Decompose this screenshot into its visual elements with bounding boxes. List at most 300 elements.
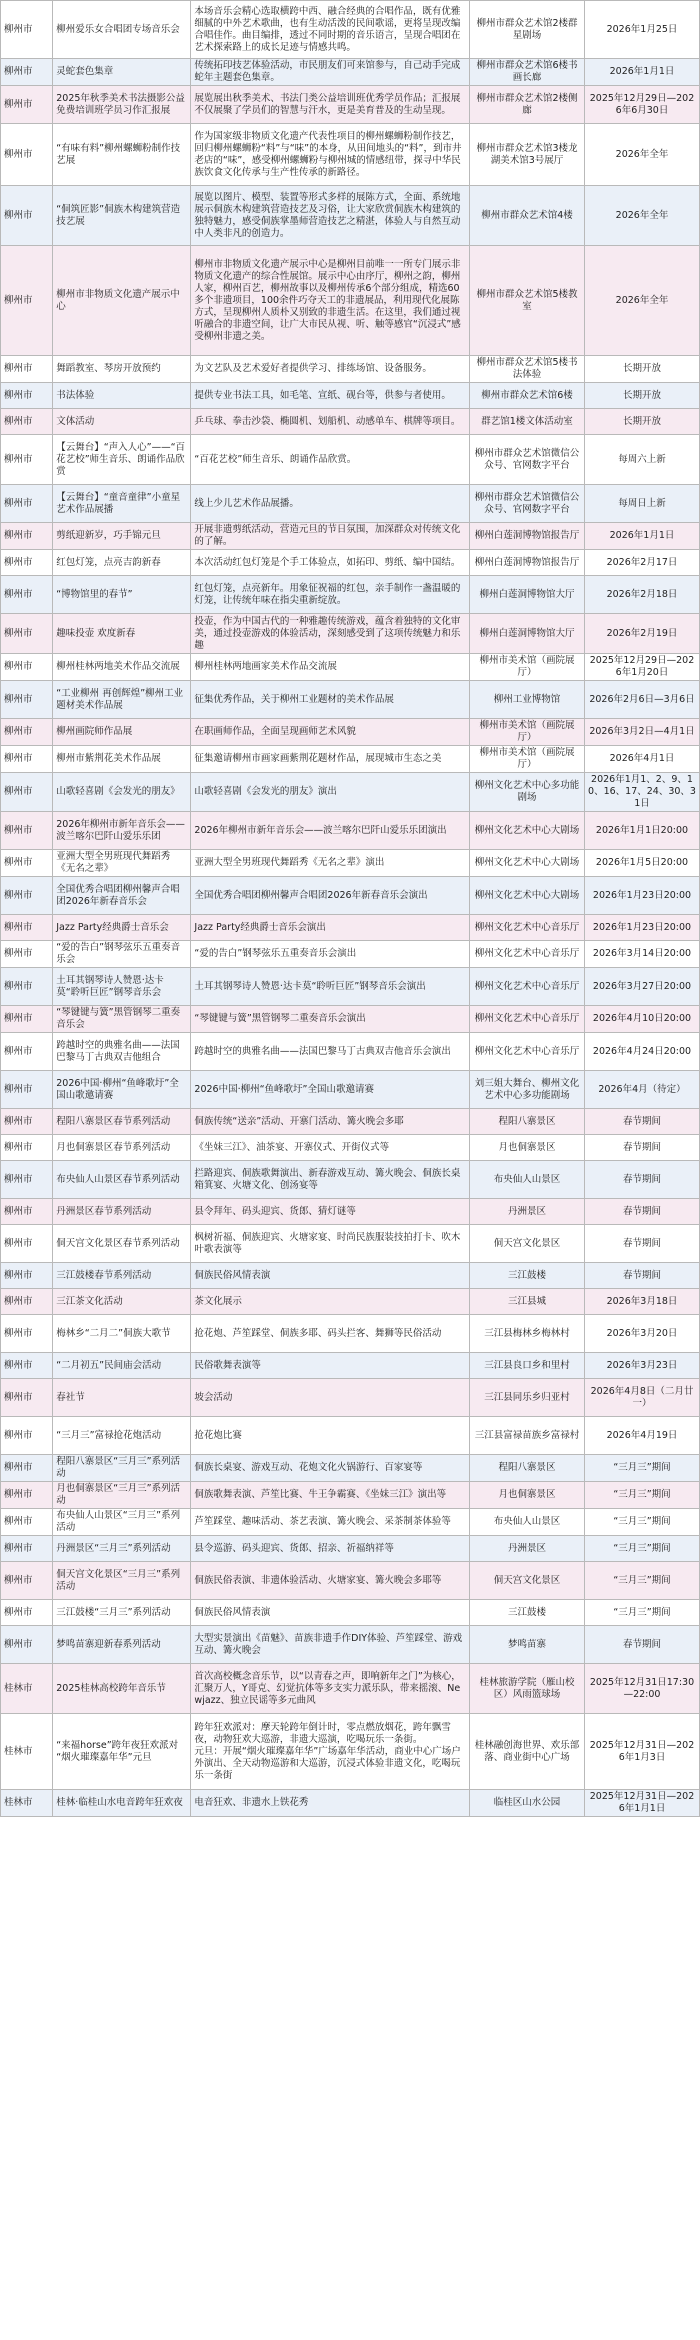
event-description-cell: 亚洲大型全男班现代舞蹈秀《无名之辈》演出 (191, 850, 470, 877)
city-cell: 柳州市 (1, 1482, 53, 1509)
venue-cell: 柳州市群众艺术馆5楼教室 (470, 246, 585, 356)
venue-cell: 刘三姐大舞台、柳州文化艺术中心多功能剧场 (470, 1071, 585, 1109)
event-description-cell: Jazz Party经典爵士音乐会演出 (191, 915, 470, 941)
table-row (1, 1006, 700, 1033)
table-row (1, 1263, 700, 1289)
city-cell: 柳州市 (1, 1263, 53, 1289)
event-description-cell: 大型实景演出《苗魅》、苗族非遗手作DIY体验、芦笙踩堂、游戏互动、篝火晚会 (191, 1626, 470, 1664)
city-cell: 柳州市 (1, 1199, 53, 1225)
venue-cell: 柳州文化艺术中心音乐厅 (470, 1006, 585, 1033)
city-cell: 柳州市 (1, 941, 53, 968)
date-cell: 2025年12月31日—2026年1月3日 (585, 1714, 700, 1790)
venue-cell: 柳州白莲洞博物馆大厅 (470, 576, 585, 614)
table-row (1, 773, 700, 812)
event-name-cell: 舞蹈教室、琴房开放预约 (53, 356, 191, 383)
venue-cell: 柳州白莲洞博物馆报告厅 (470, 550, 585, 576)
table-row (1, 719, 700, 746)
event-name-cell: 侗天宫文化景区“三月三”系列活动 (53, 1562, 191, 1600)
venue-cell: 三江县城 (470, 1289, 585, 1315)
date-cell: 春节期间 (585, 1626, 700, 1664)
city-cell: 柳州市 (1, 681, 53, 719)
date-cell: 2026年全年 (585, 124, 700, 186)
event-description-cell: 线上少儿艺术作品展播。 (191, 485, 470, 523)
city-cell: 柳州市 (1, 576, 53, 614)
venue-cell: 柳州市群众艺术馆3楼龙湖美术馆3号展厅 (470, 124, 585, 186)
date-cell: 春节期间 (585, 1263, 700, 1289)
city-cell: 柳州市 (1, 409, 53, 435)
date-cell: “三月三”期间 (585, 1509, 700, 1536)
date-cell: 2026年4月10日20:00 (585, 1006, 700, 1033)
city-cell: 柳州市 (1, 246, 53, 356)
table-row (1, 1289, 700, 1315)
city-cell: 柳州市 (1, 1315, 53, 1353)
table-row (1, 614, 700, 654)
city-cell: 柳州市 (1, 1109, 53, 1135)
event-name-cell: 柳州市非物质文化遗产展示中心 (53, 246, 191, 356)
event-name-cell: 侗天宫文化景区春节系列活动 (53, 1225, 191, 1263)
date-cell: 春节期间 (585, 1199, 700, 1225)
date-cell: 2026年4月24日20:00 (585, 1033, 700, 1071)
event-description-cell: “琴键键与簧”黑管钢琴二重奏音乐会演出 (191, 1006, 470, 1033)
date-cell: 长期开放 (585, 409, 700, 435)
venue-cell: 柳州市群众艺术馆微信公众号、官网数字平台 (470, 485, 585, 523)
table-row (1, 1071, 700, 1109)
city-cell: 柳州市 (1, 1071, 53, 1109)
date-cell: 2026年1月1日20:00 (585, 812, 700, 850)
table-row (1, 1109, 700, 1135)
event-name-cell: 三江鼓楼春节系列活动 (53, 1263, 191, 1289)
table-row (1, 523, 700, 550)
event-name-cell: 2025年秋季美术书法摄影公益免费培训班学员习作汇报展 (53, 86, 191, 124)
event-description-cell: 县令巡游、码头迎宾、货郎、招亲、祈福纳祥等 (191, 1536, 470, 1562)
event-name-cell: “有味有料”柳州螺蛳粉制作技艺展 (53, 124, 191, 186)
city-cell: 柳州市 (1, 1006, 53, 1033)
event-description-cell: 跨年狂欢派对：摩天轮跨年倒计时，零点燃放烟花，跨年飘雪夜，动物狂欢大巡游，非遗大巡演，吃喝玩乐一条街。 元旦：开展“烟火璀璨嘉年华”广场嘉年华活动，商业中心广场户外演出、全天动物巡游和大巡游，沉浸式体验非遗文化，吃喝玩乐一条街 (191, 1714, 470, 1790)
city-cell: 桂林市 (1, 1664, 53, 1714)
event-name-cell: 月也侗寨景区春节系列活动 (53, 1135, 191, 1161)
table-row (1, 1161, 700, 1199)
city-cell: 柳州市 (1, 1289, 53, 1315)
city-cell: 柳州市 (1, 850, 53, 877)
city-cell: 柳州市 (1, 877, 53, 915)
event-description-cell: 抢花炮比赛 (191, 1417, 470, 1455)
date-cell: 每周日上新 (585, 485, 700, 523)
table-row (1, 1135, 700, 1161)
event-description-cell: 乒乓球、拳击沙袋、椭圆机、划船机、动感单车、棋牌等项目。 (191, 409, 470, 435)
event-name-cell: “侗筑匠影”侗族木构建筑营造技艺展 (53, 186, 191, 246)
table-row (1, 681, 700, 719)
table-row (1, 435, 700, 485)
venue-cell: 柳州市美术馆（画院展厅） (470, 719, 585, 746)
event-name-cell: 文体活动 (53, 409, 191, 435)
venue-cell: 柳州文化艺术中心大剧场 (470, 877, 585, 915)
event-name-cell: 柳州爱乐女合唱团专场音乐会 (53, 1, 191, 59)
event-name-cell: 桂林·临桂山水电音跨年狂欢夜 (53, 1790, 191, 1817)
table-row (1, 1600, 700, 1626)
event-description-cell: 本次活动红包灯笼是个手工体验点，如拓印、剪纸、编中国结。 (191, 550, 470, 576)
venue-cell: 柳州市群众艺术馆2楼群星剧场 (470, 1, 585, 59)
date-cell: 春节期间 (585, 1109, 700, 1135)
city-cell: 柳州市 (1, 1536, 53, 1562)
event-name-cell: 月也侗寨景区“三月三”系列活动 (53, 1482, 191, 1509)
city-cell: 桂林市 (1, 1714, 53, 1790)
city-cell: 柳州市 (1, 1417, 53, 1455)
event-name-cell: 红包灯笼，点亮吉韵新春 (53, 550, 191, 576)
date-cell: 2026年2月17日 (585, 550, 700, 576)
city-cell: 柳州市 (1, 356, 53, 383)
table-row (1, 1714, 700, 1790)
event-name-cell: 三江鼓楼“三月三”系列活动 (53, 1600, 191, 1626)
event-description-cell: 侗族歌舞表演、芦笙比赛、牛王争霸赛、《坐妹三江》演出等 (191, 1482, 470, 1509)
venue-cell: 柳州白莲洞博物馆大厅 (470, 614, 585, 654)
event-description-cell: 县令拜年、码头迎宾、货郎、猜灯谜等 (191, 1199, 470, 1225)
table-row (1, 356, 700, 383)
venue-cell: 三江县富禄苗族乡富禄村 (470, 1417, 585, 1455)
event-name-cell: 剪纸迎新岁，巧手锦元旦 (53, 523, 191, 550)
event-description-cell: 红包灯笼，点亮新年。用象征祝福的红包，亲手制作一盏温暖的灯笼，让传统年味在指尖重新绽放。 (191, 576, 470, 614)
event-name-cell: “二月初五”民间庙会活动 (53, 1353, 191, 1379)
city-cell: 柳州市 (1, 1135, 53, 1161)
event-description-cell: 民俗歌舞表演等 (191, 1353, 470, 1379)
table-row (1, 968, 700, 1006)
date-cell: 春节期间 (585, 1161, 700, 1199)
venue-cell: 桂林旅游学院（雁山校区）风雨篮球场 (470, 1664, 585, 1714)
city-cell: 柳州市 (1, 812, 53, 850)
date-cell: 春节期间 (585, 1135, 700, 1161)
event-name-cell: 柳州市紫荆花美术作品展 (53, 746, 191, 773)
table-row (1, 1509, 700, 1536)
event-description-cell: 首次高校概念音乐节，以“以青春之声，即响新年之门”为核心，汇聚万人，Y哥克、幻觉抗体等多支实力派乐队，带来摇滚、Newjazz、独立民谣等多元曲风 (191, 1664, 470, 1714)
venue-cell: 三江县良口乡和里村 (470, 1353, 585, 1379)
table-row (1, 877, 700, 915)
event-description-cell: 茶文化展示 (191, 1289, 470, 1315)
table-row (1, 1417, 700, 1455)
event-name-cell: 春社节 (53, 1379, 191, 1417)
city-cell: 桂林市 (1, 1790, 53, 1817)
venue-cell: 柳州文化艺术中心多功能剧场 (470, 773, 585, 812)
event-description-cell: 芦笙踩堂、趣味活动、茶艺表演、篝火晚会、采茶制茶体验等 (191, 1509, 470, 1536)
event-description-cell: 《坐妹三江》、油茶宴、开寨仪式、开街仪式等 (191, 1135, 470, 1161)
event-description-cell: 投壶，作为中国古代的一种雅趣传统游戏，蕴含着独特的文化审美，通过投壶游戏的体验活动，深刻感受到了这项传统魅力和乐趣 (191, 614, 470, 654)
date-cell: 2026年3月2日—4月1日 (585, 719, 700, 746)
city-cell: 柳州市 (1, 1379, 53, 1417)
table-row (1, 1562, 700, 1600)
venue-cell: 三江鼓楼 (470, 1600, 585, 1626)
city-cell: 柳州市 (1, 915, 53, 941)
date-cell: 2026年1月23日20:00 (585, 915, 700, 941)
event-description-cell: 抢花炮、芦笙踩堂、侗族多耶、码头拦客、舞狮等民俗活动 (191, 1315, 470, 1353)
event-name-cell: 山歌轻喜剧《会发光的朋友》 (53, 773, 191, 812)
event-description-cell: 坡会活动 (191, 1379, 470, 1417)
city-cell: 柳州市 (1, 1225, 53, 1263)
venue-cell: 程阳八寨景区 (470, 1109, 585, 1135)
table-row (1, 246, 700, 356)
date-cell: 2026年1月23日20:00 (585, 877, 700, 915)
venue-cell: 侗天宫文化景区 (470, 1225, 585, 1263)
event-name-cell: “来福horse”跨年夜狂欢派对 “烟火璀璨嘉年华”元旦 (53, 1714, 191, 1790)
event-name-cell: 灵蛇套色集章 (53, 59, 191, 86)
event-name-cell: 布央仙人山景区“三月三”系列活动 (53, 1509, 191, 1536)
event-name-cell: 柳州画院师作品展 (53, 719, 191, 746)
event-name-cell: 程阳八寨景区“三月三”系列活动 (53, 1455, 191, 1482)
event-description-cell: 侗族民俗风情表演 (191, 1600, 470, 1626)
date-cell: 2026年1月5日20:00 (585, 850, 700, 877)
venue-cell: 柳州白莲洞博物馆报告厅 (470, 523, 585, 550)
event-description-cell: 本场音乐会精心选取横跨中西、融合经典的合唱作品，既有优雅细腻的中外艺术歌曲，也有生动活泼的民间歌谣，更将呈现改编合唱佳作。曲目编排，透过不同时期的音乐语言，呈现合唱团在艺术探索路上的成长足迹与情感共鸣。 (191, 1, 470, 59)
venue-cell: 柳州文化艺术中心音乐厅 (470, 941, 585, 968)
event-description-cell: 开展非遗剪纸活动，营造元旦的节日氛围，加深群众对传统文化的了解。 (191, 523, 470, 550)
venue-cell: 丹洲景区 (470, 1199, 585, 1225)
event-description-cell: “百花艺校”师生音乐、朗诵作品欣赏。 (191, 435, 470, 485)
city-cell: 柳州市 (1, 383, 53, 409)
date-cell: 长期开放 (585, 383, 700, 409)
table-row (1, 383, 700, 409)
event-name-cell: 土耳其钢琴诗人赞恩·达卡莫“聆听巨匠”钢琴音乐会 (53, 968, 191, 1006)
table-row (1, 1315, 700, 1353)
date-cell: 2026年3月20日 (585, 1315, 700, 1353)
table-row (1, 1353, 700, 1379)
event-description-cell: 展览展出秋季美术、书法门类公益培训班优秀学员作品；汇报展不仅展聚了学员们的智慧与汗水，更是美育普及的生动呈现。 (191, 86, 470, 124)
table-row (1, 1379, 700, 1417)
city-cell: 柳州市 (1, 1562, 53, 1600)
event-description-cell: 柳州市非物质文化遗产展示中心是柳州目前唯一一所专门展示非物质文化遗产的综合性展馆。展示中心由序厅，柳州之韵，柳州人家，柳州百艺，柳州故事以及柳州传承6个部分组成，精选60多个非遗项目，100余件巧夺天工的非遗展品，利用现代化展陈方式，呈现柳州人质朴又别致的非遗生活。在这里，我们通过视听融合的非遗空间，让广大市民从视、听、触等感官“沉浸式”感受柳州非遗之美。 (191, 246, 470, 356)
venue-cell: 丹洲景区 (470, 1536, 585, 1562)
event-name-cell: 跨越时空的典雅名曲——法国巴黎马丁古典双吉他组合 (53, 1033, 191, 1071)
table-row (1, 86, 700, 124)
city-cell: 柳州市 (1, 124, 53, 186)
table-row (1, 485, 700, 523)
event-description-cell: 侗族长桌宴、游戏互动、花炮文化火锅游行、百家宴等 (191, 1455, 470, 1482)
city-cell: 柳州市 (1, 1509, 53, 1536)
venue-cell: 柳州文化艺术中心大剧场 (470, 812, 585, 850)
table-row (1, 915, 700, 941)
venue-cell: 柳州市美术馆（画院展厅） (470, 746, 585, 773)
event-name-cell: “工业柳州 再创辉煌”柳州工业题材美术作品展 (53, 681, 191, 719)
table-row (1, 746, 700, 773)
city-cell: 柳州市 (1, 614, 53, 654)
table-row (1, 1626, 700, 1664)
city-cell: 柳州市 (1, 719, 53, 746)
city-cell: 柳州市 (1, 968, 53, 1006)
event-name-cell: 2026年柳州市新年音乐会——波兰喀尔巴阡山爱乐乐团 (53, 812, 191, 850)
table-row (1, 812, 700, 850)
city-cell: 柳州市 (1, 186, 53, 246)
venue-cell: 柳州市群众艺术馆6楼 (470, 383, 585, 409)
table-row (1, 576, 700, 614)
table-row (1, 1455, 700, 1482)
venue-cell: 三江县同乐乡归亚村 (470, 1379, 585, 1417)
table-row (1, 1225, 700, 1263)
venue-cell: 梦鸣苗寨 (470, 1626, 585, 1664)
date-cell: 2026年全年 (585, 246, 700, 356)
table-row (1, 1033, 700, 1071)
date-cell: 2026年4月8日（二月廿一） (585, 1379, 700, 1417)
venue-cell: 柳州市群众艺术馆微信公众号、官网数字平台 (470, 435, 585, 485)
city-cell: 柳州市 (1, 1626, 53, 1664)
event-description-cell: 传统拓印技艺体验活动，市民朋友们可来馆参与，自己动手完成蛇年主题套色集章。 (191, 59, 470, 86)
venue-cell: 柳州市群众艺术馆4楼 (470, 186, 585, 246)
event-name-cell: 丹洲景区春节系列活动 (53, 1199, 191, 1225)
event-name-cell: “三月三”富禄抢花炮活动 (53, 1417, 191, 1455)
venue-cell: 柳州文化艺术中心音乐厅 (470, 968, 585, 1006)
city-cell: 柳州市 (1, 86, 53, 124)
date-cell: 长期开放 (585, 356, 700, 383)
city-cell: 柳州市 (1, 1455, 53, 1482)
event-name-cell: 全国优秀合唱团柳州馨声合唱团2026年新春音乐会 (53, 877, 191, 915)
city-cell: 柳州市 (1, 523, 53, 550)
event-name-cell: 程阳八寨景区春节系列活动 (53, 1109, 191, 1135)
event-description-cell: 在职画师作品，全面呈现画师艺术风貌 (191, 719, 470, 746)
date-cell: “三月三”期间 (585, 1562, 700, 1600)
event-name-cell: 三江茶文化活动 (53, 1289, 191, 1315)
date-cell: 2026年2月19日 (585, 614, 700, 654)
event-description-cell: 柳州桂林两地画家美术作品交流展 (191, 654, 470, 681)
event-description-cell: 枫树祈福、侗族迎宾、火塘家宴、时尚民族服装技拍打卡、吹木叶歌表演等 (191, 1225, 470, 1263)
date-cell: 2025年12月29日—2026年6月30日 (585, 86, 700, 124)
event-name-cell: 2025桂林高校跨年音乐节 (53, 1664, 191, 1714)
venue-cell: 布央仙人山景区 (470, 1509, 585, 1536)
event-description-cell: 提供专业书法工具，如毛笔、宣纸、砚台等，供参与者使用。 (191, 383, 470, 409)
city-cell: 柳州市 (1, 1353, 53, 1379)
event-description-cell: 侗族民俗表演、非遗体验活动、火塘家宴、篝火晚会多耶等 (191, 1562, 470, 1600)
event-name-cell: 布央仙人山景区春节系列活动 (53, 1161, 191, 1199)
event-name-cell: “琴键键与簧”黑管钢琴二重奏音乐会 (53, 1006, 191, 1033)
event-description-cell: 2026中国·柳州“鱼峰歌圩”全国山歌邀请赛 (191, 1071, 470, 1109)
event-name-cell: Jazz Party经典爵士音乐会 (53, 915, 191, 941)
venue-cell: 布央仙人山景区 (470, 1161, 585, 1199)
event-name-cell: 【云舞台】“童音童律”小童星艺术作品展播 (53, 485, 191, 523)
city-cell: 柳州市 (1, 59, 53, 86)
event-name-cell: 柳州桂林两地美术作品交流展 (53, 654, 191, 681)
date-cell: 2026年4月（待定） (585, 1071, 700, 1109)
city-cell: 柳州市 (1, 1, 53, 59)
date-cell: 2026年1月1日 (585, 59, 700, 86)
event-description-cell: 全国优秀合唱团柳州馨声合唱团2026年新春音乐会演出 (191, 877, 470, 915)
event-name-cell: 趣味投壶 欢度新春 (53, 614, 191, 654)
venue-cell: 柳州文化艺术中心音乐厅 (470, 915, 585, 941)
table-row (1, 941, 700, 968)
table-row (1, 1536, 700, 1562)
date-cell: 2026年1月1日 (585, 523, 700, 550)
city-cell: 柳州市 (1, 435, 53, 485)
venue-cell: 程阳八寨景区 (470, 1455, 585, 1482)
date-cell: 春节期间 (585, 1225, 700, 1263)
city-cell: 柳州市 (1, 1033, 53, 1071)
event-name-cell: “爱的告白”钢琴弦乐五重奏音乐会 (53, 941, 191, 968)
event-description-cell: 跨越时空的典雅名曲——法国巴黎马丁古典双吉他音乐会演出 (191, 1033, 470, 1071)
date-cell: “三月三”期间 (585, 1482, 700, 1509)
venue-cell: 柳州市群众艺术馆6楼书画长廊 (470, 59, 585, 86)
date-cell: 2026年3月23日 (585, 1353, 700, 1379)
table-row (1, 550, 700, 576)
date-cell: 2025年12月31日17:30—22:00 (585, 1664, 700, 1714)
event-name-cell: 丹洲景区“三月三”系列活动 (53, 1536, 191, 1562)
venue-cell: 柳州工业博物馆 (470, 681, 585, 719)
venue-cell: 月也侗寨景区 (470, 1482, 585, 1509)
city-cell: 柳州市 (1, 746, 53, 773)
city-cell: 柳州市 (1, 1600, 53, 1626)
venue-cell: 柳州文化艺术中心音乐厅 (470, 1033, 585, 1071)
date-cell: 2025年12月31日—2026年1月1日 (585, 1790, 700, 1817)
event-description-cell: 侗族民俗风情表演 (191, 1263, 470, 1289)
venue-cell: 柳州市群众艺术馆2楼侧廊 (470, 86, 585, 124)
date-cell: 2026年4月19日 (585, 1417, 700, 1455)
event-name-cell: 2026中国·柳州“鱼峰歌圩”全国山歌邀请赛 (53, 1071, 191, 1109)
event-description-cell: 为文艺队及艺术爱好者提供学习、排练场馆、设备服务。 (191, 356, 470, 383)
event-schedule-body (1, 1, 700, 1817)
event-description-cell: 山歌轻喜剧《会发光的朋友》演出 (191, 773, 470, 812)
event-description-cell: 侗族传统“送亲”活动、开寨门活动、篝火晚会多耶 (191, 1109, 470, 1135)
venue-cell: 柳州市美术馆（画院展厅） (470, 654, 585, 681)
city-cell: 柳州市 (1, 654, 53, 681)
date-cell: “三月三”期间 (585, 1600, 700, 1626)
event-description-cell: 展览以图片、模型、装置等形式多样的展陈方式，全面、系统地展示侗族木构建筑营造技艺及习俗，让大家欣赏侗族木构建筑的独特魅力，感受侗族掌墨师营造技艺之精湛，体验人与自然互动中人类非凡的创造力。 (191, 186, 470, 246)
venue-cell: 柳州文化艺术中心大剧场 (470, 850, 585, 877)
date-cell: 2026年全年 (585, 186, 700, 246)
event-description-cell: 2026年柳州市新年音乐会——波兰喀尔巴阡山爱乐乐团演出 (191, 812, 470, 850)
date-cell: 2026年2月18日 (585, 576, 700, 614)
city-cell: 柳州市 (1, 550, 53, 576)
table-row (1, 1664, 700, 1714)
date-cell: 2026年4月1日 (585, 746, 700, 773)
event-description-cell: 土耳其钢琴诗人赞恩·达卡莫“聆听巨匠”钢琴音乐会演出 (191, 968, 470, 1006)
date-cell: “三月三”期间 (585, 1455, 700, 1482)
event-description-cell: 征集优秀作品，关于柳州工业题材的美术作品展 (191, 681, 470, 719)
date-cell: “三月三”期间 (585, 1536, 700, 1562)
date-cell: 每周六上新 (585, 435, 700, 485)
venue-cell: 柳州市群众艺术馆5楼书法体验 (470, 356, 585, 383)
date-cell: 2026年1月25日 (585, 1, 700, 59)
venue-cell: 月也侗寨景区 (470, 1135, 585, 1161)
table-row (1, 186, 700, 246)
event-description-cell: 电音狂欢、非遗水上铁花秀 (191, 1790, 470, 1817)
date-cell: 2026年3月18日 (585, 1289, 700, 1315)
city-cell: 柳州市 (1, 485, 53, 523)
venue-cell: 三江鼓楼 (470, 1263, 585, 1289)
event-name-cell: 【云舞台】“声入人心”——“百花艺校”师生音乐、朗诵作品欣赏 (53, 435, 191, 485)
table-row (1, 654, 700, 681)
event-name-cell: 书法体验 (53, 383, 191, 409)
table-row (1, 1790, 700, 1817)
event-name-cell: 亚洲大型全男班现代舞蹈秀《无名之辈》 (53, 850, 191, 877)
event-description-cell: 作为国家级非物质文化遗产代表性项目的柳州螺蛳粉制作技艺，回归柳州螺蛳粉“料”与“味”的本身，从田间地头的“料”，到市井老店的“味”，感受柳州螺蛳粉与柳州城的情感纽带，探寻中华民族饮食文化传承与生产性传承的新路径。 (191, 124, 470, 186)
date-cell: 2026年3月27日20:00 (585, 968, 700, 1006)
venue-cell: 桂林融创海世界、欢乐部落、商业街中心广场 (470, 1714, 585, 1790)
event-description-cell: 拦路迎宾、侗族歌舞演出、新春游戏互动、篝火晚会、侗族长桌箱箕宴、火塘文化、创汤宴等 (191, 1161, 470, 1199)
table-row (1, 59, 700, 86)
city-cell: 柳州市 (1, 773, 53, 812)
event-description-cell: “爱的告白”钢琴弦乐五重奏音乐会演出 (191, 941, 470, 968)
event-name-cell: 梅林乡“二月二”侗族大歌节 (53, 1315, 191, 1353)
event-name-cell: “博物馆里的春节” (53, 576, 191, 614)
event-name-cell: 梦鸣苗寨迎新春系列活动 (53, 1626, 191, 1664)
date-cell: 2026年1月1、2、9、10、16、17、24、30、31日 (585, 773, 700, 812)
venue-cell: 侗天宫文化景区 (470, 1562, 585, 1600)
table-row (1, 1, 700, 59)
event-description-cell: 征集邀请柳州市画家画紫荆花题材作品，展现城市生态之美 (191, 746, 470, 773)
date-cell: 2026年3月14日20:00 (585, 941, 700, 968)
date-cell: 2025年12月29日—2026年1月20日 (585, 654, 700, 681)
venue-cell: 三江县梅林乡梅林村 (470, 1315, 585, 1353)
table-row (1, 1482, 700, 1509)
venue-cell: 临桂区山水公园 (470, 1790, 585, 1817)
table-row (1, 409, 700, 435)
date-cell: 2026年2月6日—3月6日 (585, 681, 700, 719)
table-row (1, 850, 700, 877)
table-row (1, 124, 700, 186)
table-row (1, 1199, 700, 1225)
city-cell: 柳州市 (1, 1161, 53, 1199)
